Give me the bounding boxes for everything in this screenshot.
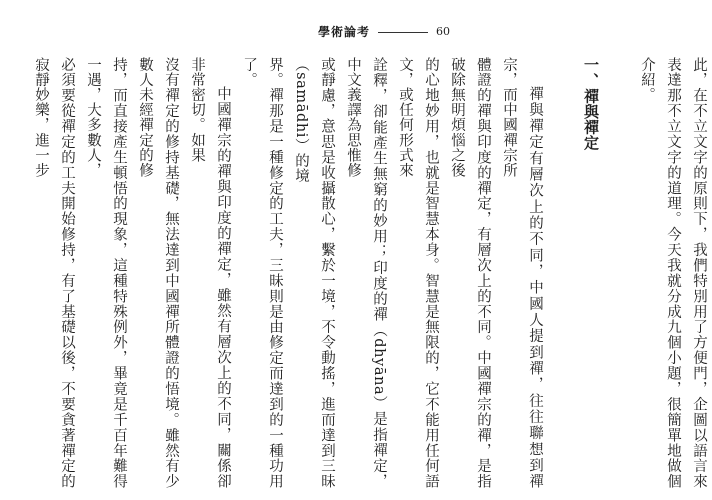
paragraph-line: 的心地妙用，也就是智慧本身。智慧是無限的，它不能用任何語文，或任何形式來 xyxy=(397,57,439,489)
paragraph-line: 禪與禪定有層次上的不同，中國人提到禪，往往聯想到禪宗，而中國禪宗所 xyxy=(501,57,543,489)
paragraph-line: 持，而直接產生頓悟的現象，這種特殊例外，畢竟是千百年難得一遇，大多數人， xyxy=(85,57,127,489)
running-header xyxy=(318,24,520,40)
paragraph-line: 必須要從禪定的工夫開始修持，有了基礎以後，不要貪著禪定的寂靜妙樂，進一步 xyxy=(33,57,75,489)
paragraph-line: 體證的禪與印度的禪定，有層次上的不同。中國禪宗的禪，是指破除無明煩惱之後 xyxy=(449,57,491,489)
header-rule xyxy=(378,32,428,33)
vertical-text-body xyxy=(28,57,712,489)
paragraph-line: 中國禪宗的禪與印度的禪定，雖然有層次上的不同，關係卻非常密切。如果 xyxy=(189,57,231,489)
paragraph-line: 界。禪那是一種修定的工夫，三昧則是由修定而達到的一種功用了。 xyxy=(241,57,283,489)
paragraph-line: 詮釋，卻能產生無窮的妙用；印度的禪（dhyāna）是指禪定，中文義譯為思惟修 xyxy=(345,57,387,489)
section-spacer xyxy=(548,57,578,489)
paragraph-line: 沒有禪定的修持基礎，無法達到中國禪所體證的悟境。雖然有少數人未經禪定的修 xyxy=(137,57,179,489)
section-heading: 一、禪與禪定 xyxy=(582,57,600,151)
section-spacer xyxy=(604,57,634,489)
running-title: 學術論考 xyxy=(318,25,371,39)
intro-paragraph: 此，在不立文字的原則下，我們特別用了方便門，企圖以語言來表達那不立文字的道理。今天我就分成九個小題，很簡單地做個介紹。 xyxy=(639,57,707,489)
page-number: 60 xyxy=(436,25,450,38)
paragraph-line: 或靜慮，意思是收攝散心，繫於一境，不令動搖，進而達到三昧（samādhi）的境 xyxy=(293,57,335,489)
